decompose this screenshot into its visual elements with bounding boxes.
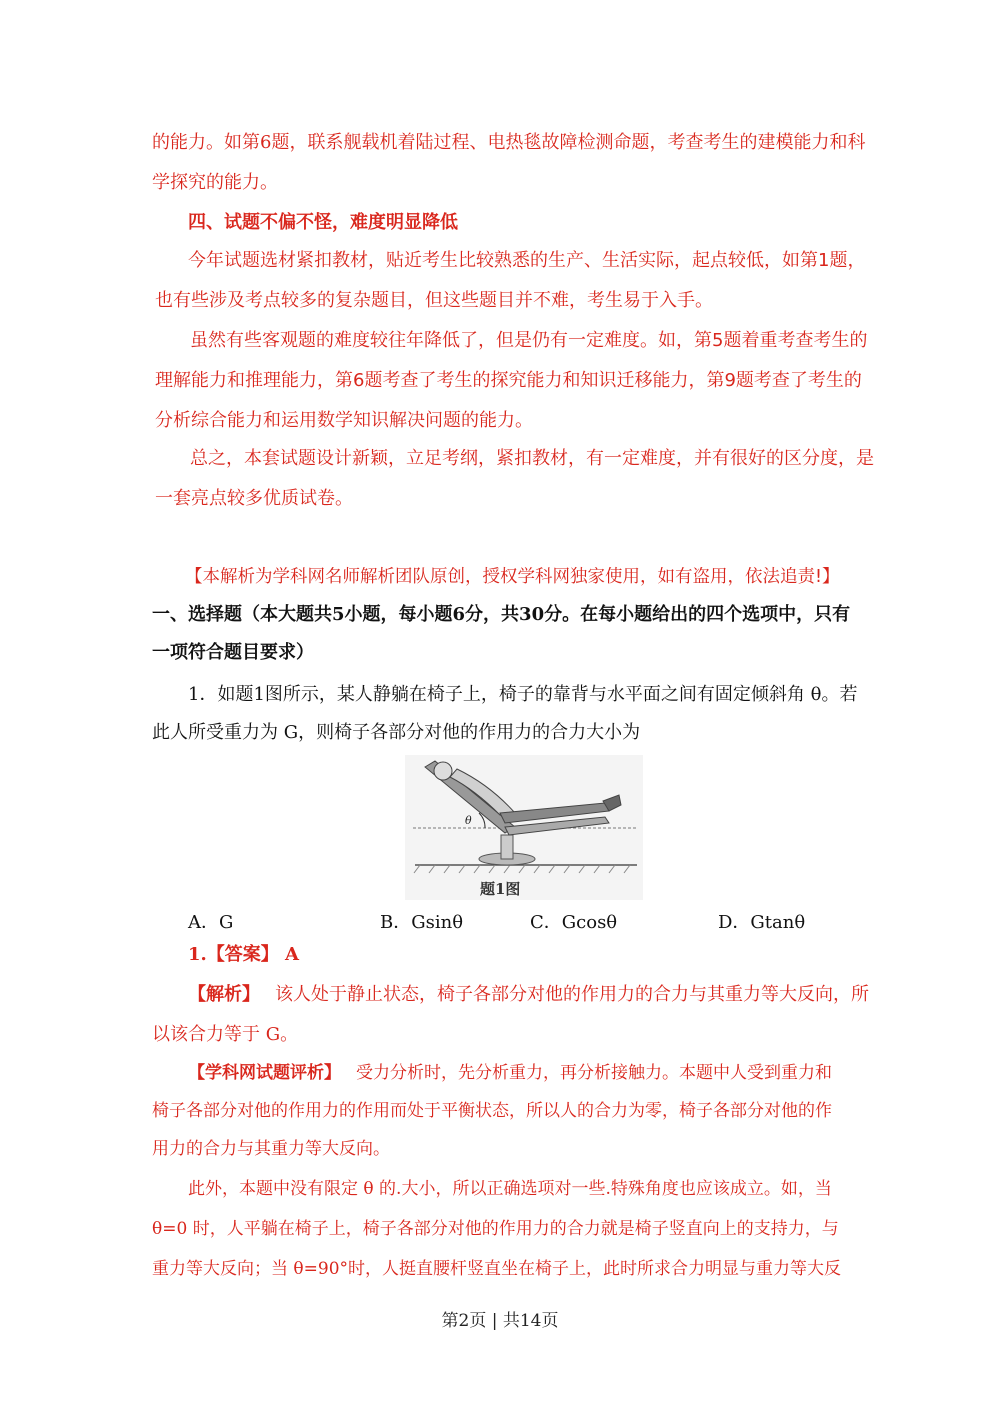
review-text: θ=0 时，人平躺在椅子上，椅子各部分对他的作用力的合力就是椅子竖直向上的支持力，与 [152, 1219, 839, 1239]
section-heading: 一项符合题目要求） [152, 642, 314, 663]
analysis-text: 以该合力等于 G。 [152, 1024, 299, 1045]
option-a: A．G [188, 912, 234, 933]
question-text: 此人所受重力为 G，则椅子各部分对他的作用力的合力大小为 [152, 722, 641, 743]
angle-label: θ [465, 814, 472, 827]
text-line: 的能力。如第6题，联系舰载机着陆过程、电热毯故障检测命题，考查考生的建模能力和科 [152, 132, 866, 153]
review-text: 重力等大反向；当 θ=90°时，人挺直腰杆竖直坐在椅子上，此时所求合力明显与重力等大反 [152, 1259, 842, 1279]
review-text: 此外，本题中没有限定 θ 的.大小，所以正确选项对一些.特殊角度也应该成立。如，当 [188, 1179, 832, 1199]
review-text: 用力的合力与其重力等大反向。 [152, 1139, 390, 1159]
option-d: D．Gtanθ [718, 912, 806, 933]
text-line: 理解能力和推理能力，第6题考查了考生的探究能力和知识迁移能力，第9题考查了考生的 [155, 370, 862, 391]
text-line: 分析综合能力和运用数学知识解决问题的能力。 [155, 410, 533, 431]
text-line: 也有些涉及考点较多的复杂题目，但这些题目并不难，考生易于入手。 [155, 290, 713, 311]
text-line: 虽然有些客观题的难度较往年降低了，但是仍有一定难度。如，第5题着重考查考生的 [190, 330, 868, 351]
option-b: B．Gsinθ [380, 912, 464, 933]
analysis-text: 该人处于静止状态，椅子各部分对他的作用力的合力与其重力等大反向，所 [275, 984, 869, 1005]
section-heading: 四、试题不偏不怪，难度明显降低 [188, 212, 458, 233]
page-footer: 第2页 | 共14页 [441, 1311, 559, 1331]
review-text: 受力分析时，先分析重力，再分析接触力。本题中人受到重力和 [356, 1063, 832, 1083]
question-text: 1．如题1图所示，某人静躺在椅子上，椅子的靠背与水平面之间有固定倾斜角 θ。若 [188, 684, 858, 705]
text-line: 学探究的能力。 [152, 172, 278, 193]
reclining-chair-figure [405, 755, 643, 900]
text-line: 今年试题选材紧扣教材，贴近考生比较熟悉的生产、生活实际，起点较低，如第1题， [188, 250, 866, 271]
section-heading: 一、选择题（本大题共5小题，每小题6分，共30分。在每小题给出的四个选项中，只有 [152, 604, 851, 625]
option-c: C．Gcosθ [530, 912, 618, 933]
figure-caption: 题1图 [480, 880, 521, 898]
review-text: 椅子各部分对他的作用力的作用而处于平衡状态，所以人的合力为零，椅子各部分对他的作 [152, 1101, 832, 1121]
answer-label: 1.【答案】 A [188, 944, 300, 965]
copyright-notice: 【本解析为学科网名师解析团队原创，授权学科网独家使用，如有盗用，依法追责!】 [185, 567, 840, 587]
review-label: 【学科网试题评析】 [188, 1063, 341, 1083]
analysis-label: 【解析】 [188, 984, 260, 1005]
text-line: 总之，本套试题设计新颖，立足考纲，紧扣教材，有一定难度，并有很好的区分度，是 [190, 448, 874, 469]
text-line: 一套亮点较多优质试卷。 [155, 488, 353, 509]
